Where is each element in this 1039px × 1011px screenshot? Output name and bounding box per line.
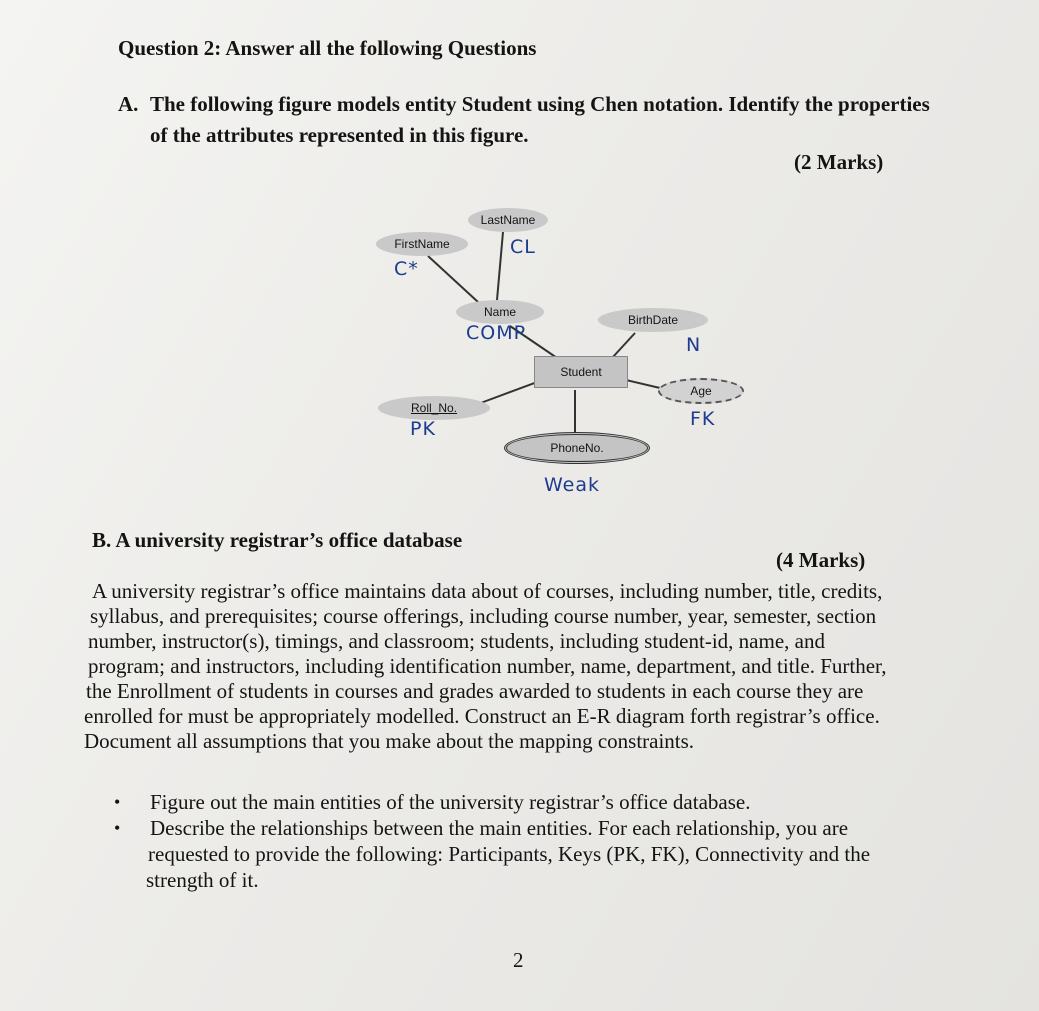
attr-rollno: Roll_No.	[378, 396, 490, 420]
part-a-marks: (2 Marks)	[794, 150, 884, 174]
note-name: COMP	[466, 322, 527, 344]
attr-name: Name	[456, 300, 544, 324]
attr-phoneno: PhoneNo.	[504, 432, 650, 464]
entity-student: Student	[534, 356, 628, 388]
bullet-line: requested to provide the following: Participants, Keys (PK, FK), Connectivity and the	[148, 842, 871, 866]
note-birthdate: N	[686, 334, 702, 356]
attr-age: Age	[658, 378, 744, 404]
bullet-marker: •	[114, 818, 121, 838]
para-line: number, instructor(s), timings, and classroom; students, including student-id, name, and	[88, 629, 825, 653]
attr-lastname: LastName	[468, 208, 548, 232]
attr-firstname: FirstName	[376, 232, 468, 256]
line-birthdate-student	[612, 333, 635, 358]
bullet-line: strength of it.	[146, 868, 259, 892]
line-age-student	[626, 380, 660, 388]
part-b-heading: B. A university registrar’s office database	[92, 528, 463, 552]
part-b-marks: (4 Marks)	[776, 548, 866, 572]
attr-birthdate: BirthDate	[598, 308, 708, 332]
para-line: Document all assumptions that you make about the mapping constraints.	[84, 729, 695, 753]
part-a-text-line2: of the attributes represented in this figure.	[150, 123, 529, 147]
bullet-line: Figure out the main entities of the university registrar’s office database.	[150, 790, 751, 814]
note-age: FK	[690, 408, 716, 430]
line-firstname-name	[428, 256, 478, 302]
note-rollno: PK	[410, 418, 436, 440]
para-line: the Enrollment of students in courses and grades awarded to students in each course they are	[86, 679, 864, 703]
para-line: A university registrar’s office maintains data about of courses, including number, title, credits,	[92, 579, 883, 603]
bullet-line: Describe the relationships between the main entities. For each relationship, you are	[150, 816, 849, 840]
part-a-label: A.	[118, 92, 139, 116]
note-phoneno: Weak	[544, 474, 601, 496]
question-title: Question 2: Answer all the following Questions	[118, 36, 537, 60]
note-lastname: CL	[510, 236, 536, 258]
note-firstname: C*	[394, 258, 419, 280]
bullet-marker: •	[114, 792, 121, 812]
part-a-text-line1: The following figure models entity Student using Chen notation. Identify the properties	[150, 92, 930, 116]
line-lastname-name	[497, 232, 503, 300]
para-line: enrolled for must be appropriately modelled. Construct an E-R diagram forth registrar’s office.	[84, 704, 880, 728]
page-number: 2	[513, 948, 524, 972]
para-line: syllabus, and prerequisites; course offerings, including course number, year, semester, section	[90, 604, 877, 628]
para-line: program; and instructors, including identification number, name, department, and title. Further,	[88, 654, 887, 678]
